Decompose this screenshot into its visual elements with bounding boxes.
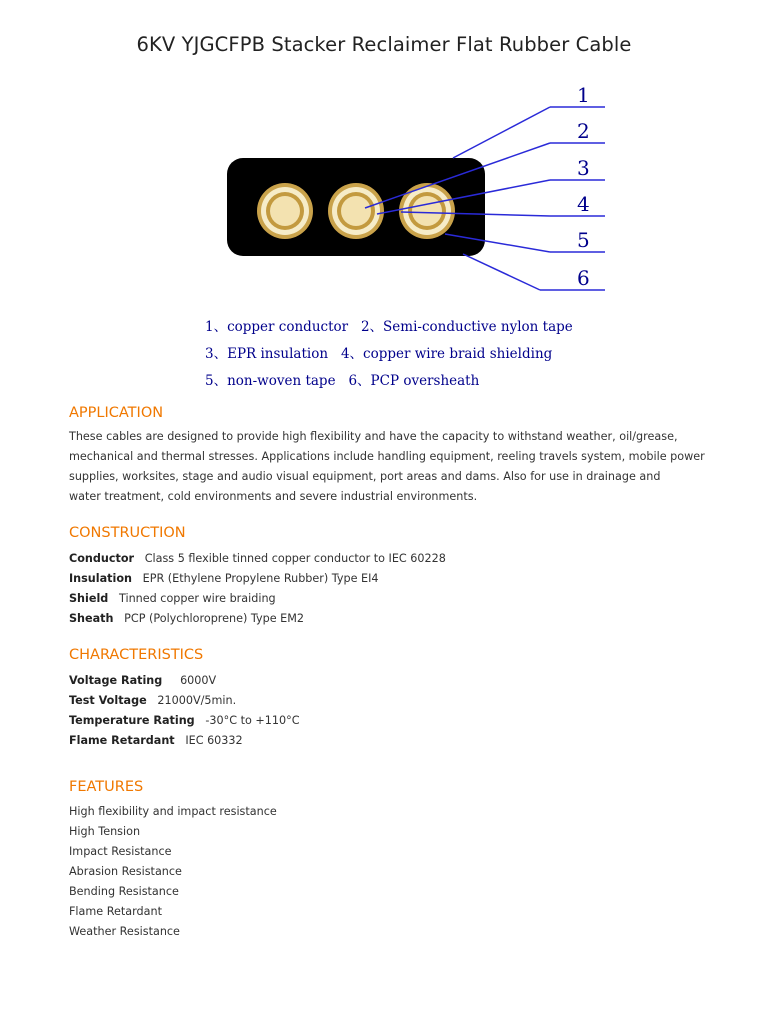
spec-value: 21000V/5min. bbox=[157, 694, 237, 707]
callout-1: 1 bbox=[577, 83, 590, 107]
characteristic-temperature-rating bbox=[69, 711, 300, 731]
spec-key: Test Voltage bbox=[69, 694, 147, 707]
characteristic-voltage-rating bbox=[69, 671, 216, 691]
feature-item: High Tension bbox=[69, 825, 141, 838]
page-title: 6KV YJGCFPB Stacker Reclaimer Flat Rubber Cable bbox=[136, 33, 632, 56]
spec-value: IEC 60332 bbox=[185, 734, 243, 747]
characteristic-test-voltage bbox=[69, 691, 236, 711]
legend-row bbox=[205, 368, 573, 395]
feature-item: Impact Resistance bbox=[69, 845, 172, 858]
spec-value: -30°C to +110°C bbox=[205, 714, 300, 727]
cable-cross-section-diagram bbox=[195, 78, 615, 398]
construction-item-insulation bbox=[69, 569, 379, 589]
core-right bbox=[399, 183, 455, 239]
feature-item: Bending Resistance bbox=[69, 885, 179, 898]
application-heading: APPLICATION bbox=[69, 405, 164, 421]
legend-item-3: 3、EPR insulation bbox=[205, 346, 329, 362]
legend-item-4: 4、copper wire braid shielding bbox=[340, 346, 553, 362]
construction-item-shield bbox=[69, 589, 276, 609]
callout-2: 2 bbox=[577, 119, 590, 143]
spec-value: 6000V bbox=[180, 674, 217, 687]
application-line: water treatment, cold environments and severe industrial environments. bbox=[69, 490, 478, 503]
legend-row bbox=[205, 314, 573, 341]
application-line: mechanical and thermal stresses. Applications include handling equipment, reeling travels system, mobile power bbox=[69, 450, 705, 463]
callout-5: 5 bbox=[577, 228, 590, 252]
callout-4: 4 bbox=[577, 192, 590, 216]
core-left bbox=[257, 183, 313, 239]
feature-item: Weather Resistance bbox=[69, 925, 180, 938]
feature-item: Abrasion Resistance bbox=[69, 865, 182, 878]
legend-item-2: 2、Semi-conductive nylon tape bbox=[360, 319, 573, 335]
features-heading: FEATURES bbox=[69, 779, 144, 795]
spec-value: EPR (Ethylene Propylene Rubber) Type EI4 bbox=[142, 572, 379, 585]
spec-key: Sheath bbox=[69, 612, 114, 625]
diagram-legend bbox=[205, 314, 573, 395]
spec-key: Temperature Rating bbox=[69, 714, 195, 727]
legend-item-5: 5、non-woven tape bbox=[205, 373, 336, 389]
feature-item: High flexibility and impact resistance bbox=[69, 805, 277, 818]
characteristic-flame-retardant bbox=[69, 731, 243, 751]
callout-numbers bbox=[577, 83, 590, 290]
callout-3: 3 bbox=[577, 156, 590, 180]
spec-value: Tinned copper wire braiding bbox=[118, 592, 276, 605]
spec-key: Voltage Rating bbox=[69, 674, 163, 687]
legend-item-6: 6、PCP oversheath bbox=[348, 373, 480, 389]
core-middle bbox=[328, 183, 384, 239]
spec-key: Insulation bbox=[69, 572, 132, 585]
application-text bbox=[69, 427, 734, 507]
spec-key: Shield bbox=[69, 592, 109, 605]
feature-item: Flame Retardant bbox=[69, 905, 162, 918]
application-line: These cables are designed to provide high flexibility and have the capacity to withstand weather, oil/grease, bbox=[69, 430, 678, 443]
callout-6: 6 bbox=[577, 266, 590, 290]
legend-row bbox=[205, 341, 573, 368]
spec-value: Class 5 flexible tinned copper conductor to IEC 60228 bbox=[144, 552, 446, 565]
spec-value: PCP (Polychloroprene) Type EM2 bbox=[124, 612, 305, 625]
characteristics-heading: CHARACTERISTICS bbox=[69, 647, 204, 663]
construction-item-conductor bbox=[69, 549, 446, 569]
construction-item-sheath bbox=[69, 609, 304, 629]
construction-heading: CONSTRUCTION bbox=[69, 525, 186, 541]
spec-key: Flame Retardant bbox=[69, 734, 175, 747]
legend-item-1: 1、copper conductor bbox=[205, 319, 349, 335]
application-line: supplies, worksites, stage and audio visual equipment, port areas and dams. Also for use in drainage and bbox=[69, 470, 661, 483]
spec-key: Conductor bbox=[69, 552, 135, 565]
